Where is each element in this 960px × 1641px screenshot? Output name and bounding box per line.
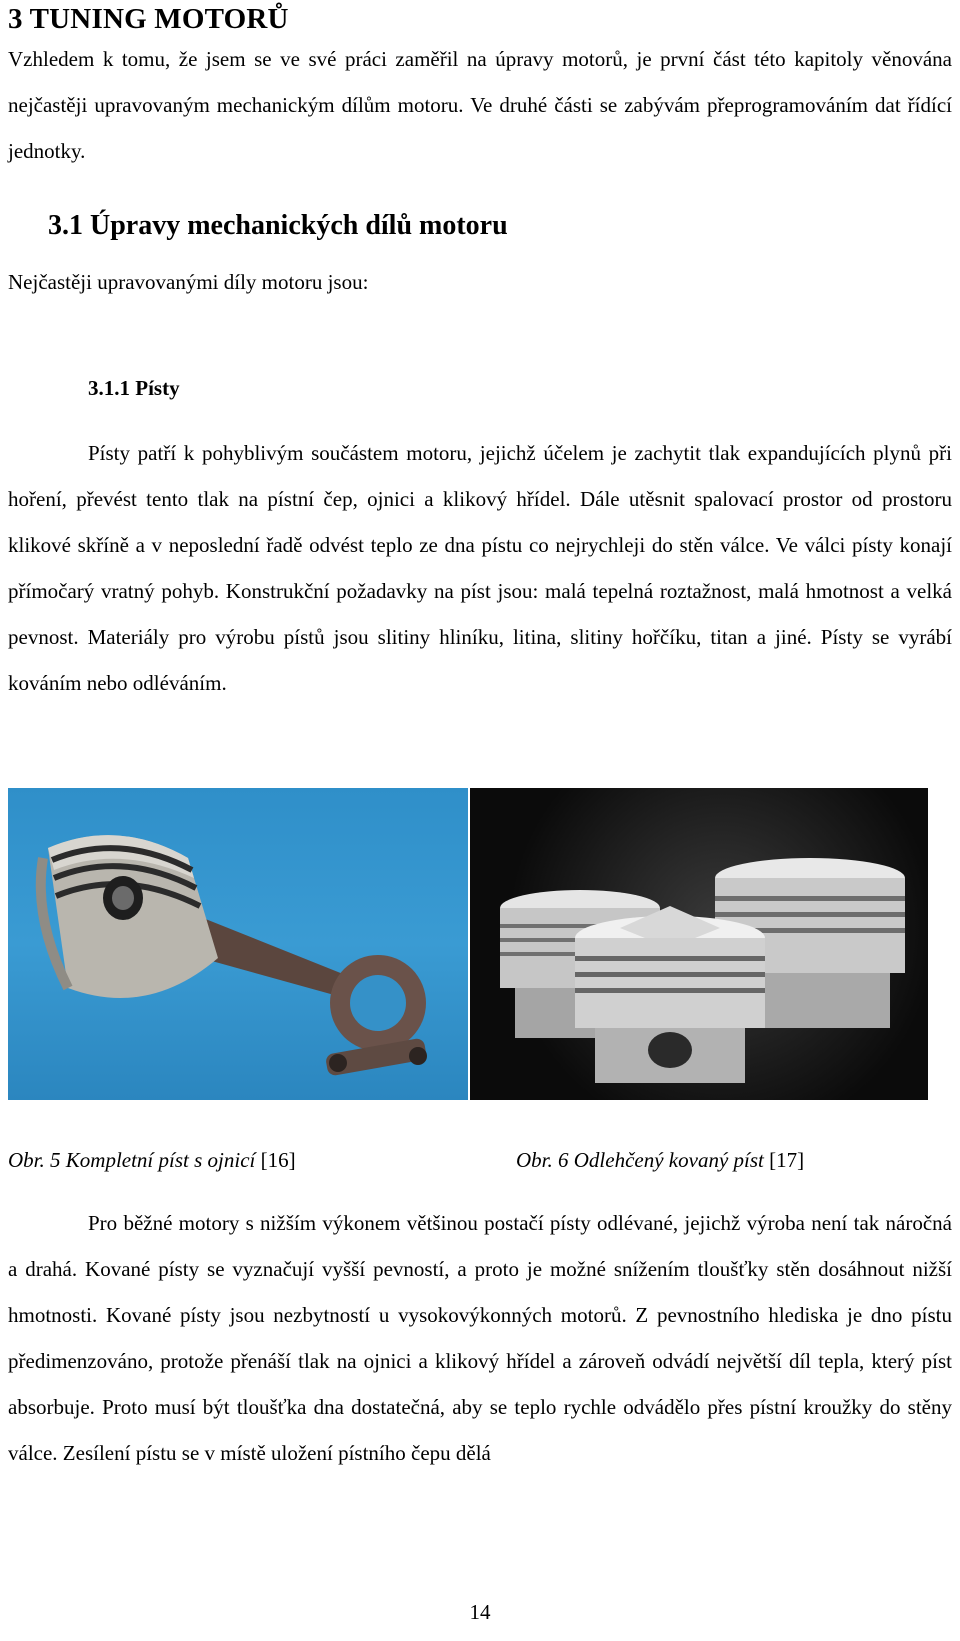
figure-5-caption-text: Kompletní píst s ojnicí bbox=[65, 1148, 256, 1172]
subsection-title: 3.1.1 Písty bbox=[88, 376, 180, 400]
chapter-title: 3 TUNING MOTORŮ bbox=[8, 3, 289, 35]
section-title: 3.1 Úpravy mechanických dílů motoru bbox=[48, 210, 508, 241]
piston-with-connecting-rod-image bbox=[8, 788, 468, 1100]
pistons-paragraph-1: Písty patří k pohyblivým součástem motoru, jejichž účelem je zachytit tlak expandujících plynů při hoření, převést tento tlak na pístní čep, ojnici a klikový hřídel. Dále utěsnit spalovací prostor od prostoru klikové skříně a v neposlední řadě odvést teplo ze dna pístu co nejrychleji do stěn válce. Ve válci písty konají přímočarý vratný pohyb. Konstrukční požadavky na píst jsou: malá tepelná roztažnost, malá hmotnost a velká pevnost. Materiály pro výrobu pístů jsou slitiny hliníku, litina, slitiny hořčíku, titan a jiné. Písty se vyrábí kováním nebo odléváním. bbox=[8, 441, 952, 695]
section-lead-text: Nejčastěji upravovanými díly motoru jsou: bbox=[8, 270, 369, 294]
pistons-paragraph-2: Pro běžné motory s nižším výkonem většinou postačí písty odlévané, jejichž výroba není tak náročná a drahá. Kované písty se vyznačují vyšší pevností, a proto je možné snížením tloušťky stěn dosáhnout nižší hmotnosti. Kované písty jsou nezbytností u vysokovýkonných motorů. Z pevnostního hlediska je dno pístu předimenzováno, protože přenáší tlak na ojnici a klikový hřídel a zároveň odvádí největší díl tepla, který píst absorbuje. Proto musí být tloušťka dna dostatečná, aby se teplo rychle odvádělo přes pístní kroužky do stěny válce. Zesílení pístu se v místě uložení pístního čepu dělá bbox=[8, 1211, 952, 1465]
chapter-intro-paragraph: Vzhledem k tomu, že jsem se ve své práci zaměřil na úpravy motorů, je první část této kapitoly věnována nejčastěji upravovaným mechanickým dílům motoru. Ve druhé části se zabývám přeprogramováním dat řídící jednotky. bbox=[8, 47, 952, 163]
figure-6-caption-text: Odlehčený kovaný píst bbox=[573, 1148, 764, 1172]
figure-row bbox=[8, 788, 928, 1100]
page-number: 14 bbox=[469, 1600, 491, 1624]
figure-6-label: Obr. 6 bbox=[516, 1148, 569, 1172]
forged-pistons-image bbox=[470, 788, 928, 1100]
figure-5-label: Obr. 5 bbox=[8, 1148, 61, 1172]
figure-6-caption bbox=[516, 1148, 804, 1173]
figure-5-caption bbox=[8, 1148, 296, 1173]
figure-5-reference: [16] bbox=[260, 1148, 296, 1172]
figure-6-reference: [17] bbox=[769, 1148, 805, 1172]
